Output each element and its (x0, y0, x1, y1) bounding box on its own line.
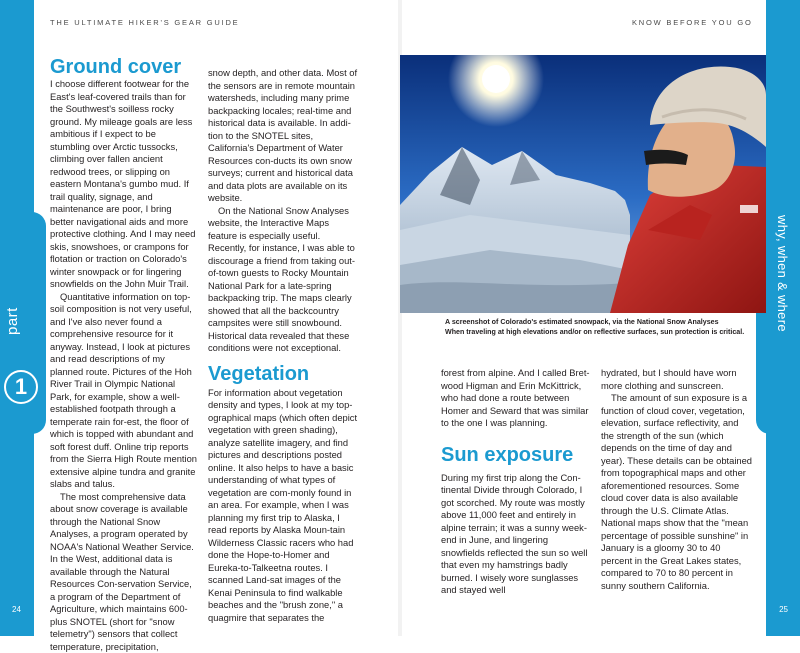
paragraph: I choose different footwear for the East's leaf-covered trails than for the Southwest's soilless rocky ground. My mileage goals are less ambitious if I expect to be stumbling over Arctic tussocks, climbing over fallen ancient redwood trees, or slipping on eastern Montana's gumbo mud. If trail quality, signage, and maintenance are poor, I bring better navigational aids and more protective clothing. And I may need skis, snowshoes, or crampons for flotation or traction on Colorado's winter snowpack or for lingering snowfields on the John Muir Trail. (50, 78, 198, 291)
paragraph: For information about vegetation density and types, I look at my top-ographical maps (which often depict vegetation with green shading), analyze satellite imagery, and find pictures and descriptions posted online. It also helps to have a basic understanding of what types of vegetation are com-monly found in an area. For example, when I was planning my first trip to Alaska, I read reports by Alaska Moun-tain Wilderness Classic racers who had done the Hope-to-Homer and Eureka-to-Talkeetna routes. I scanned Land-sat images of the Kenai Peninsula to find walkable beaches and the "brush zone," a quagmire that separates the (208, 387, 358, 625)
part-number: 1 (4, 370, 38, 404)
running-header-left: THE ULTIMATE HIKER'S GEAR GUIDE (50, 18, 239, 27)
column-4 (601, 367, 753, 592)
section-tab-label: why, when & where (775, 215, 790, 332)
paragraph: hydrated, but I should have worn more clothing and sunscreen. (601, 367, 753, 392)
page-number-left: 24 (12, 605, 21, 614)
paragraph: The most comprehensive data about snow coverage is available through the National Snow Analyses, a program operated by NOAA's National Weather Service. In the West, additional data is available through the Natural Resources Con-servation Service, a program of the Department of Agriculture, which maintains 600-plus SNOTEL (short for "snow telemetry") sensors that collect temperature, precipitation, (50, 491, 198, 653)
column-1 (50, 56, 198, 653)
heading-ground-cover: Ground cover (50, 56, 198, 78)
photo-caption (445, 317, 775, 337)
running-header-right: KNOW BEFORE YOU GO (632, 18, 753, 27)
paragraph: During my first trip along the Con-tinental Divide through Colorado, I got scorched. My route was mostly above 11,000 feet and entirely in alpine terrain; it was a sunny week-end in June, and lingering snowfields reflected the sun so well that even my hamstrings badly burned. I wisely wore sunglasses and stayed well (441, 472, 591, 597)
photo-hiker-mountains (400, 55, 766, 313)
caption-line-1: A screenshot of Colorado's estimated snowpack, via the National Snow Analyses (445, 317, 775, 327)
page-number-right: 25 (779, 605, 788, 614)
paragraph: On the National Snow Analyses website, the Interactive Maps feature is especially useful. Recently, for instance, I was able to discourage a friend from taking out-of-town guests to Rocky Mountain National Park for a late-spring backpacking trip. The maps clearly showed that all the backcountry campsites were still snowbound. Historical data revealed that these conditions were not exceptional. (208, 205, 358, 355)
paragraph: Quantitative information on top-soil composition is not very useful, and I've also never found a comprehensive resource for it anyway. Instead, I look at pictures and read descriptions of my planned route. Pictures of the Hoh River Trail in Olympic National Park, for example, show a well-established footpath through a temperate rain for-est, the floor of which is topped with abundant and soft forest duff. Online trip reports from the Sierra High Route mention extensive alpine tundra and granite slabs and talus. (50, 291, 198, 491)
paragraph: The amount of sun exposure is a function of cloud cover, vegetation, elevation, surface reflectivity, and the strength of the sun (which depends on the time of day and year). These details can be obtained from topographical maps and other aforementioned resources. Some cloud cover data is also available through the U.S. Climate Atlas. National maps show that the "mean percentage of possible sunshine" in January is a gloomy 30 to 40 percent in the Great Lakes states, compared to 70 to 80 percent in sunny southern California. (601, 392, 753, 592)
paragraph: forest from alpine. And I called Bret-wood Higman and Erin McKittrick, who had done a route between Homer and Seward that was similar to the one I was planning. (441, 367, 591, 430)
part-label: part (4, 307, 21, 335)
heading-sun-exposure: Sun exposure (441, 444, 591, 466)
hiker-photo-illustration (400, 55, 766, 313)
column-3 (441, 367, 591, 597)
caption-line-2: When traveling at high elevations and/or on reflective surfaces, sun protection is critical. (445, 327, 775, 337)
heading-vegetation: Vegetation (208, 363, 358, 385)
column-2 (208, 67, 358, 624)
paragraph: snow depth, and other data. Most of the sensors are in remote mountain watersheds, including many prime backpacking locales; real-time and historical data is available. In addi-tion to the SNOTEL sites, California's Department of Water Resources con-ducts its own snow surveys; current and historical data and data plots are available on its website. (208, 67, 358, 205)
